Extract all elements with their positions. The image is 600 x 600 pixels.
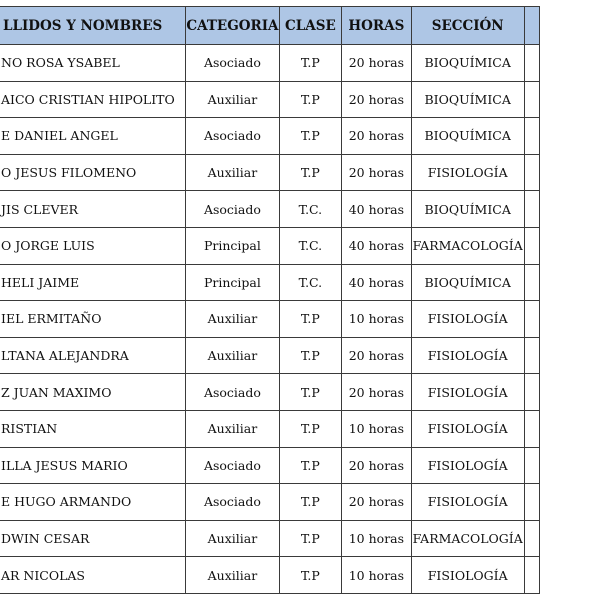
cell-clase: T.C. [279, 264, 342, 301]
cell-extra [524, 374, 539, 411]
cell-horas: 20 horas [342, 118, 411, 155]
header-categoria: CATEGORIA [186, 7, 279, 45]
cell-extra [524, 301, 539, 338]
cell-apellidos-nombres: DWIN CESAR [0, 520, 186, 557]
cell-categoria: Asociado [186, 447, 279, 484]
table-row [0, 154, 540, 191]
cell-seccion: FISIOLOGÍA [411, 447, 524, 484]
table-row [0, 301, 540, 338]
table-row [0, 118, 540, 155]
cell-clase: T.P [279, 154, 342, 191]
cell-categoria: Asociado [186, 374, 279, 411]
cell-categoria: Auxiliar [186, 301, 279, 338]
cell-categoria: Asociado [186, 45, 279, 82]
cell-apellidos-nombres: AR NICOLAS [0, 557, 186, 594]
header-seccion: SECCIÓN [411, 7, 524, 45]
cell-categoria: Auxiliar [186, 81, 279, 118]
cell-seccion: BIOQUÍMICA [411, 118, 524, 155]
cell-seccion: FARMACOLOGÍA [411, 227, 524, 264]
cell-seccion: FISIOLOGÍA [411, 154, 524, 191]
cell-horas: 10 horas [342, 410, 411, 447]
header-horas: HORAS [342, 7, 411, 45]
table-row [0, 410, 540, 447]
cell-horas: 20 horas [342, 484, 411, 521]
cell-extra [524, 45, 539, 82]
cell-categoria: Asociado [186, 118, 279, 155]
table-row [0, 264, 540, 301]
cell-horas: 10 horas [342, 301, 411, 338]
cell-apellidos-nombres: O JESUS FILOMENO [0, 154, 186, 191]
cell-clase: T.C. [279, 227, 342, 264]
cell-horas: 40 horas [342, 191, 411, 228]
cell-extra [524, 557, 539, 594]
cell-extra [524, 118, 539, 155]
cell-clase: T.P [279, 45, 342, 82]
cell-categoria: Asociado [186, 191, 279, 228]
cell-categoria: Auxiliar [186, 520, 279, 557]
cell-clase: T.P [279, 484, 342, 521]
cell-clase: T.C. [279, 191, 342, 228]
table-row [0, 337, 540, 374]
cell-clase: T.P [279, 557, 342, 594]
cell-seccion: FISIOLOGÍA [411, 557, 524, 594]
header-clase: CLASE [279, 7, 342, 45]
table-row [0, 484, 540, 521]
cell-horas: 10 horas [342, 557, 411, 594]
cell-extra [524, 484, 539, 521]
cell-horas: 20 horas [342, 81, 411, 118]
cell-horas: 20 horas [342, 45, 411, 82]
cell-apellidos-nombres: JIS CLEVER [0, 191, 186, 228]
cell-apellidos-nombres: NO ROSA YSABEL [0, 45, 186, 82]
cell-horas: 40 horas [342, 264, 411, 301]
table-header [0, 7, 540, 45]
cell-clase: T.P [279, 520, 342, 557]
cell-extra [524, 264, 539, 301]
cell-horas: 20 horas [342, 447, 411, 484]
cell-categoria: Auxiliar [186, 410, 279, 447]
cell-apellidos-nombres: AICO CRISTIAN HIPOLITO [0, 81, 186, 118]
cell-clase: T.P [279, 81, 342, 118]
cell-categoria: Auxiliar [186, 557, 279, 594]
cell-extra [524, 520, 539, 557]
table-row [0, 81, 540, 118]
cell-clase: T.P [279, 301, 342, 338]
cell-extra [524, 337, 539, 374]
cell-horas: 20 horas [342, 154, 411, 191]
cell-horas: 20 horas [342, 337, 411, 374]
cell-extra [524, 447, 539, 484]
cell-seccion: BIOQUÍMICA [411, 264, 524, 301]
header-extra-column [524, 7, 539, 45]
cell-extra [524, 191, 539, 228]
cell-apellidos-nombres: HELI JAIME [0, 264, 186, 301]
header-row [0, 7, 540, 45]
cell-clase: T.P [279, 410, 342, 447]
table-body [0, 45, 540, 594]
cell-apellidos-nombres: Z JUAN MAXIMO [0, 374, 186, 411]
table-row [0, 557, 540, 594]
cell-seccion: BIOQUÍMICA [411, 81, 524, 118]
cell-clase: T.P [279, 337, 342, 374]
cell-seccion: FISIOLOGÍA [411, 484, 524, 521]
table-row [0, 374, 540, 411]
cell-categoria: Auxiliar [186, 154, 279, 191]
cell-seccion: FARMACOLOGÍA [411, 520, 524, 557]
table-row [0, 520, 540, 557]
cell-apellidos-nombres: E DANIEL ANGEL [0, 118, 186, 155]
cell-extra [524, 81, 539, 118]
cell-horas: 20 horas [342, 374, 411, 411]
table-row [0, 191, 540, 228]
cell-seccion: BIOQUÍMICA [411, 191, 524, 228]
table-row [0, 447, 540, 484]
table-row [0, 45, 540, 82]
cell-extra [524, 410, 539, 447]
cell-seccion: FISIOLOGÍA [411, 374, 524, 411]
header-apellidos-nombres: LLIDOS Y NOMBRES [0, 7, 186, 45]
cell-categoria: Principal [186, 227, 279, 264]
cell-clase: T.P [279, 374, 342, 411]
cell-categoria: Asociado [186, 484, 279, 521]
cell-clase: T.P [279, 118, 342, 155]
cell-extra [524, 154, 539, 191]
cell-apellidos-nombres: IEL ERMITAÑO [0, 301, 186, 338]
cell-apellidos-nombres: O JORGE LUIS [0, 227, 186, 264]
cell-apellidos-nombres: E HUGO ARMANDO [0, 484, 186, 521]
cell-clase: T.P [279, 447, 342, 484]
cell-extra [524, 227, 539, 264]
cell-horas: 10 horas [342, 520, 411, 557]
cell-apellidos-nombres: RISTIAN [0, 410, 186, 447]
cell-seccion: FISIOLOGÍA [411, 410, 524, 447]
cell-seccion: BIOQUÍMICA [411, 45, 524, 82]
cell-categoria: Principal [186, 264, 279, 301]
cell-horas: 40 horas [342, 227, 411, 264]
cell-apellidos-nombres: LTANA ALEJANDRA [0, 337, 186, 374]
cell-apellidos-nombres: ILLA JESUS MARIO [0, 447, 186, 484]
cell-seccion: FISIOLOGÍA [411, 337, 524, 374]
table-row [0, 227, 540, 264]
cell-categoria: Auxiliar [186, 337, 279, 374]
faculty-table [0, 6, 540, 594]
cell-seccion: FISIOLOGÍA [411, 301, 524, 338]
